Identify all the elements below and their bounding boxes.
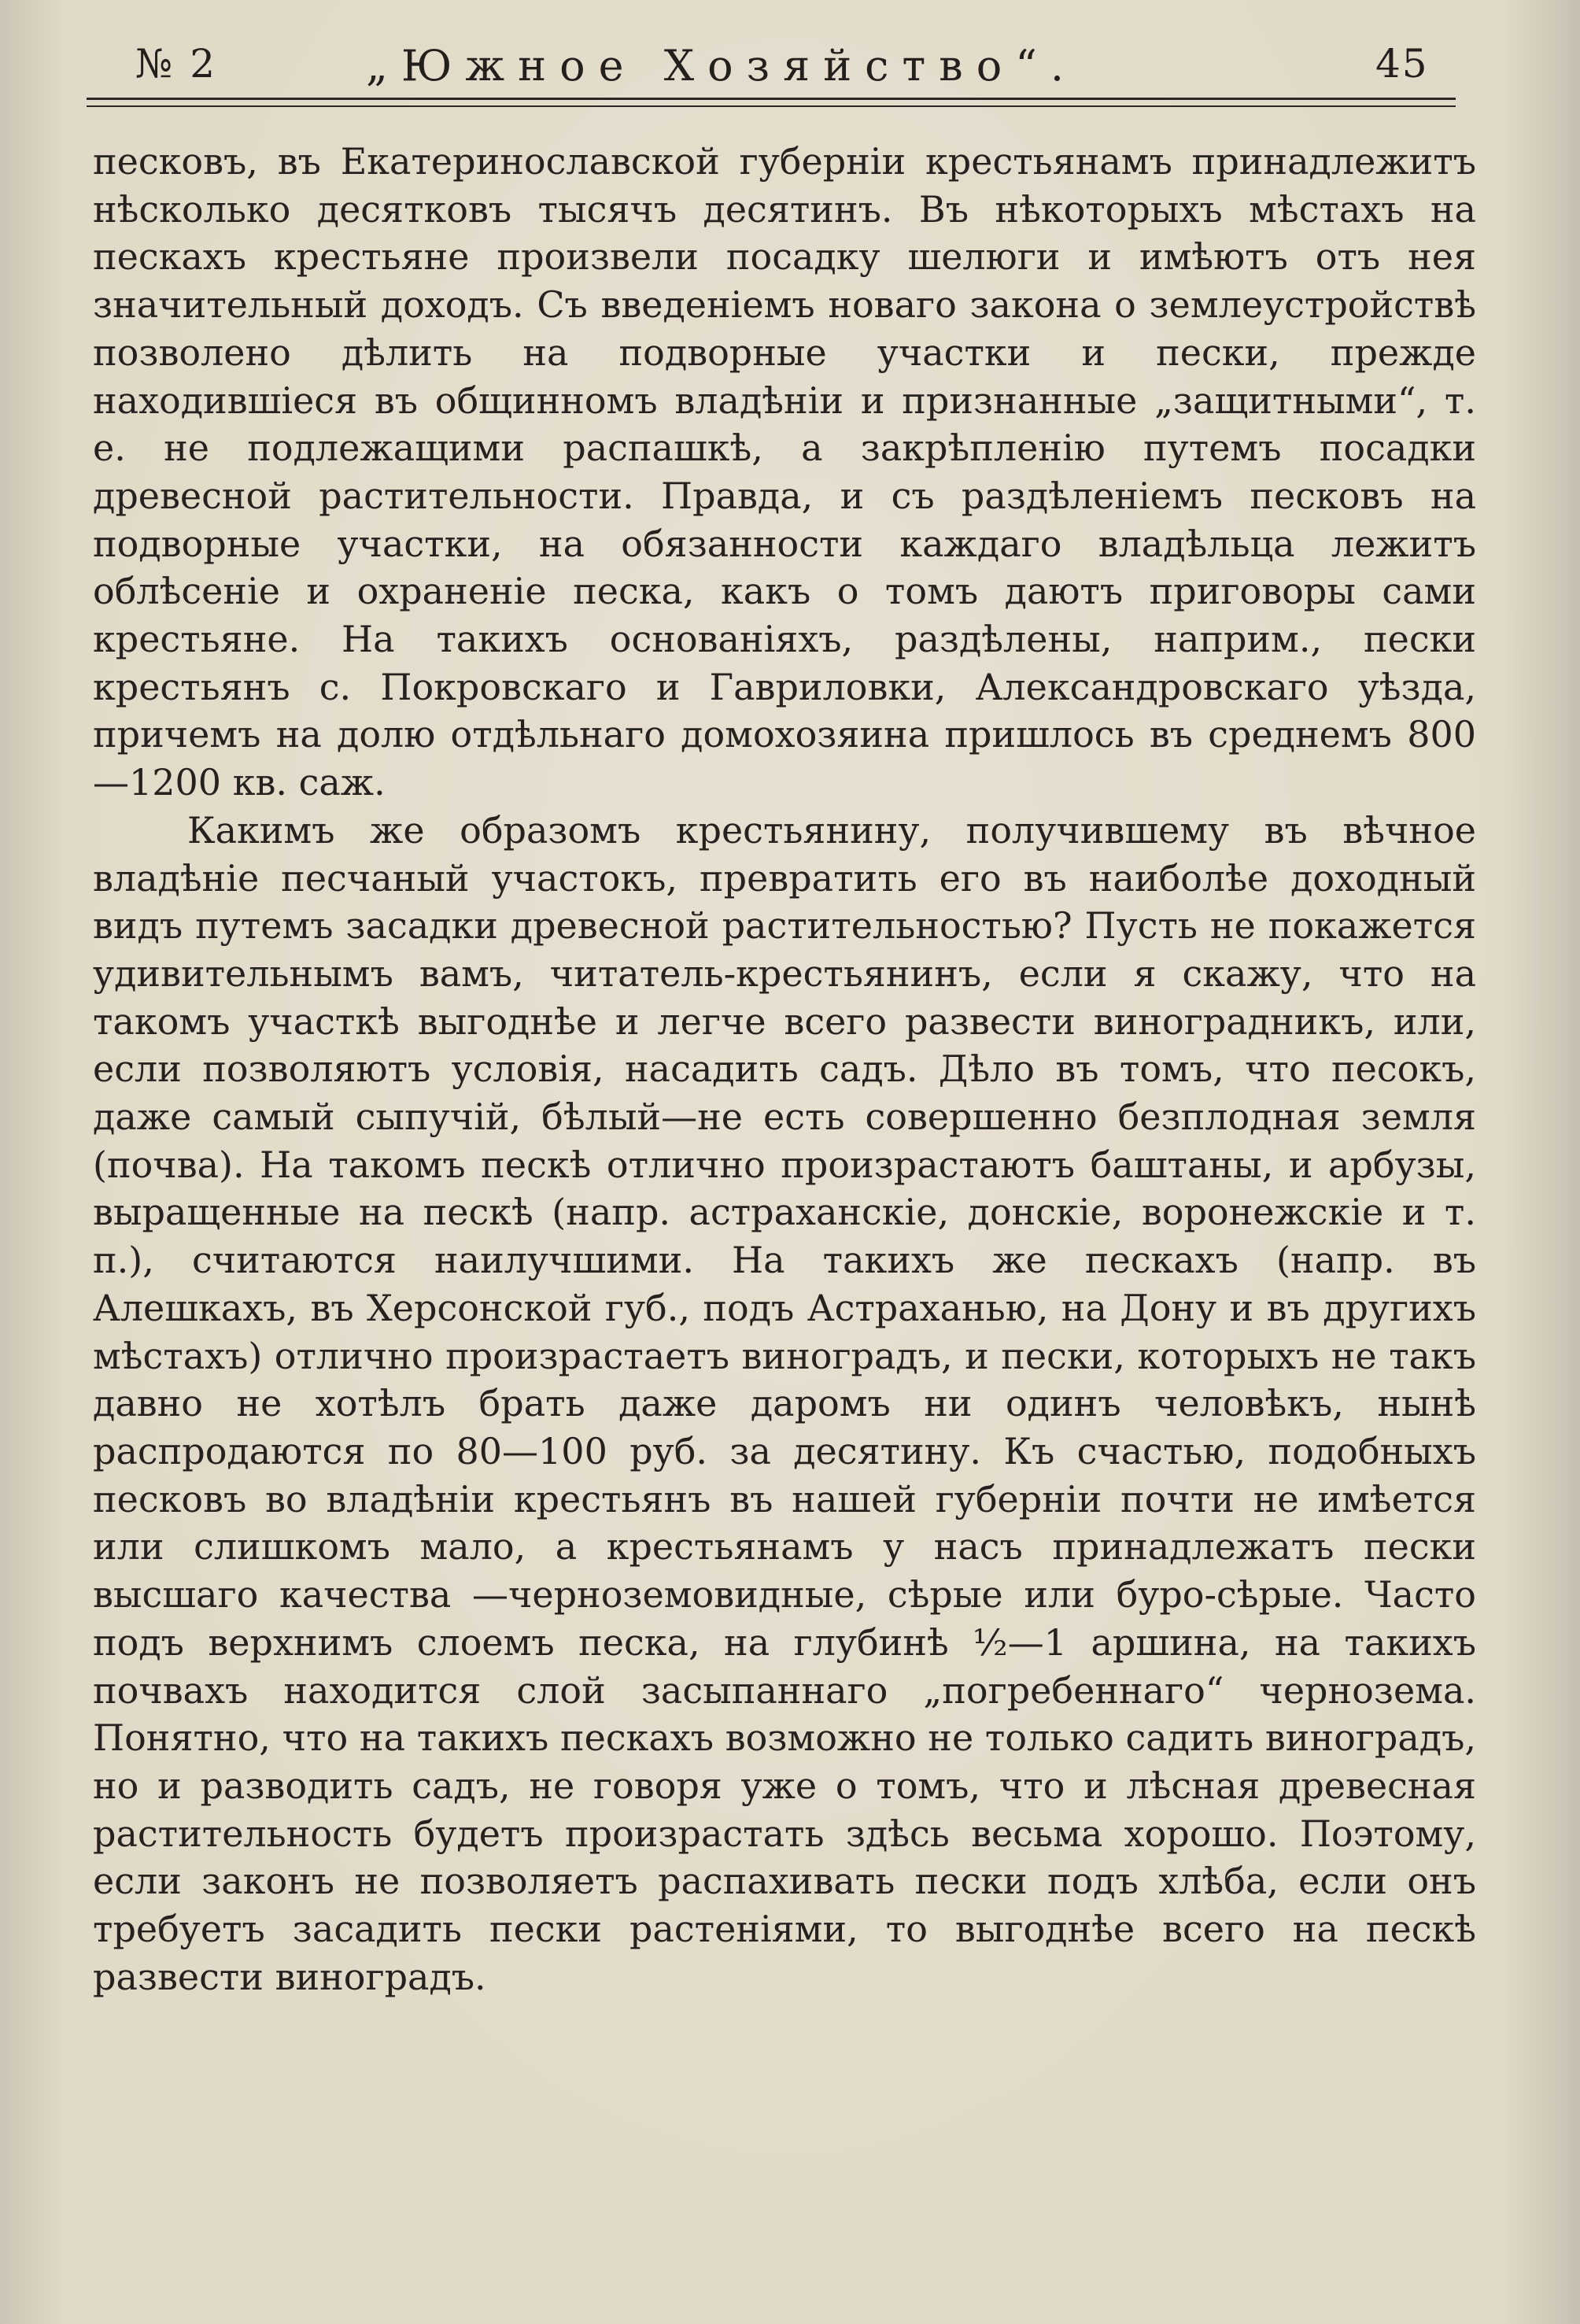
header-rule-thick [87, 98, 1456, 100]
article-body [93, 138, 1476, 2001]
paragraph-2: Какимъ же образомъ крестьянину, получившему въ вѣчное владѣніе песчаный участокъ, превратить его въ наиболѣе доходный видъ путемъ засадки древесной растительностью? Пусть не покажется удивительнымъ вамъ, читатель-крестьянинъ, если я скажу, что на такомъ участкѣ выгоднѣе и легче всего развести виноградникъ, или, если позволяютъ условія, насадить садъ. Дѣло въ томъ, что песокъ, даже самый сыпучій, бѣлый—не есть совершенно безплодная земля (почва). На такомъ пескѣ отлично произрастаютъ баштаны, и арбузы, выращенные на пескѣ (напр. астраханскіе, донскіе, воронежскіе и т. п.), считаются наилучшими. На такихъ же пескахъ (напр. въ Алешкахъ, въ Херсонской губ., подъ Астраханью, на Дону и въ другихъ мѣстахъ) отлично произрастаетъ виноградъ, и пески, которыхъ не такъ давно не хотѣлъ брать даже даромъ ни одинъ человѣкъ, нынѣ распродаются по 80—100 руб. за десятину. Къ счастью, подобныхъ песковъ во владѣніи крестьянъ въ нашей губерніи почти не имѣется или слишкомъ мало, а крестьянамъ у насъ принадлежатъ пески высшаго качества —черноземовидные, сѣрые или буро-сѣрые. Часто подъ верхнимъ слоемъ песка, на глубинѣ ½—1 аршина, на такихъ почвахъ находится слой засыпаннаго „погребеннаго“ чернозема. Понятно, что на такихъ пескахъ возможно не только садить виноградъ, но и разводить садъ, не говоря уже о томъ, что и лѣсная древесная растительность будетъ произрастать здѣсь весьма хорошо. Поэтому, если законъ не позволяетъ распахивать пески подъ хлѣба, если онъ требуетъ засадить пески растеніями, то выгоднѣе всего на пескѣ развести виноградъ. [93, 808, 1476, 1998]
page-number: 45 [1375, 41, 1429, 87]
issue-number: № 2 [135, 41, 218, 87]
running-header [94, 41, 1432, 96]
header-rule-thin [87, 105, 1456, 107]
paragraph-1: песковъ, въ Екатеринославской губерніи крестьянамъ принадлежитъ нѣсколько десятковъ тысячъ десятинъ. Въ нѣкоторыхъ мѣстахъ на пескахъ крестьяне произвели посадку шелюги и имѣютъ отъ нея значительный доходъ. Съ введеніемъ новаго закона о землеустройствѣ позволено дѣлить на подворные участки и пески, прежде находившіеся въ общинномъ владѣніи и признанные „защитными“, т. е. не подлежащими распашкѣ, а закрѣпленію путемъ посадки древесной растительности. Правда, и съ раздѣленіемъ песковъ на подворные участки, на обязанности каждаго владѣльца лежитъ облѣсеніе и охраненіе песка, какъ о томъ даютъ приговоры сами крестьяне. На такихъ основаніяхъ, раздѣлены, наприм., пески крестьянъ с. Покровскаго и Гавриловки, Александровскаго уѣзда, причемъ на долю отдѣльнаго домохозяина пришлось въ среднемъ 800—1200 кв. саж. [93, 140, 1476, 804]
journal-title: „Южное Хозяйство“. [366, 41, 1077, 91]
